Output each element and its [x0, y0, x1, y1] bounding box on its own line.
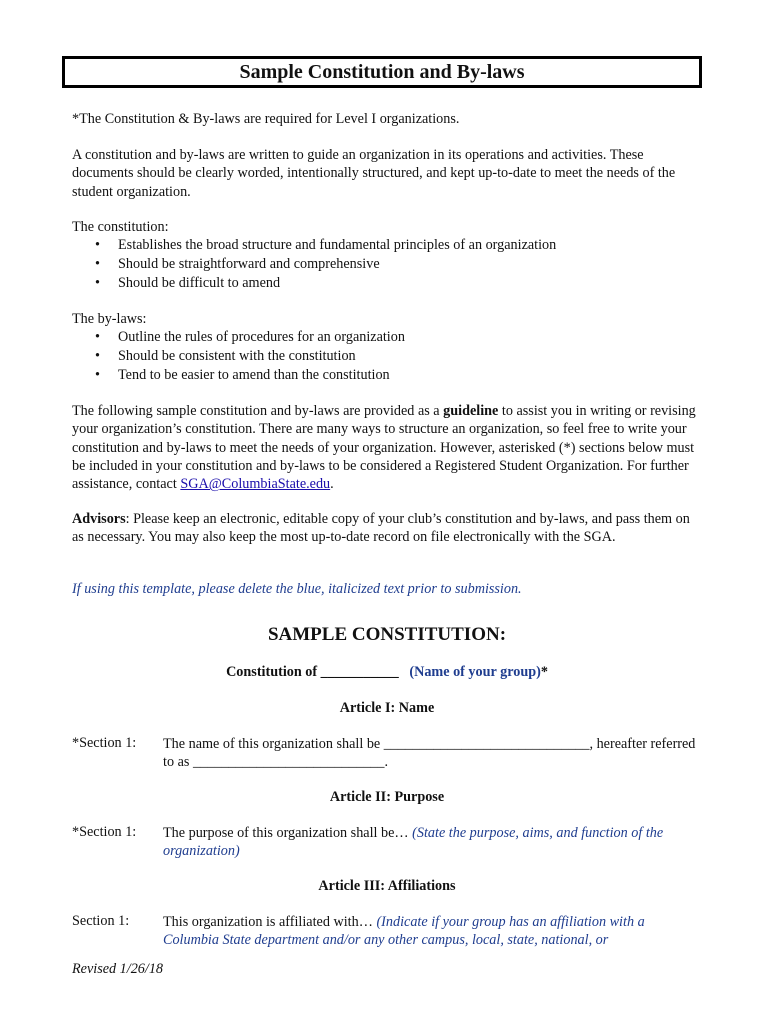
guideline-text-post: to assist you in writing or revising your organization’s constitution. There are many ways to structure an organization, so feel free to write your constitution and by-laws to meet the needs of your organization. However, asterisked (*) sections below must be included in your constitution and by-laws to be considered a Registered Student Organization. For further assistance, contact: [72, 403, 696, 493]
group-name-placeholder: (Name of your group): [409, 664, 541, 680]
constitution-bullets: [72, 236, 702, 293]
bylaws-bullets: [72, 328, 702, 385]
sga-email-link[interactable]: SGA@ColumbiaState.edu: [180, 476, 331, 493]
article-3-section-body: [163, 913, 703, 950]
document-title: Sample Constitution and By-laws: [62, 56, 702, 88]
bylaws-section: [72, 310, 702, 385]
required-asterisk: *: [540, 664, 548, 680]
article-3-section-label: Section 1:: [72, 913, 130, 929]
guideline-paragraph: [72, 402, 702, 493]
list-item: • Should be consistent with the constitution: [72, 347, 702, 366]
list-item: • Should be straightforward and comprehensive: [72, 255, 702, 274]
template-note: If using this template, please delete the blue, italicized text prior to submission.: [72, 581, 522, 597]
article-1-title: Article I: Name: [339, 700, 435, 716]
list-item: • Should be difficult to amend: [72, 274, 702, 293]
advisors-paragraph: [72, 510, 702, 547]
advisors-text: : Please keep an electronic, editable copy of your club’s constitution and by-laws, and pass them on as necessary. You may also keep the most up-to-date record on file electronically with the SGA.: [72, 511, 690, 546]
guideline-text-pre: The following sample constitution and by-laws are provided as a: [72, 403, 444, 419]
constitution-section: [72, 218, 702, 293]
sample-constitution-heading: SAMPLE CONSTITUTION:: [267, 624, 507, 645]
advisors-label: Advisors: [72, 511, 126, 527]
article-2-section-hint: (State the purpose, aims, and function of the organization): [163, 825, 664, 860]
list-item: • Tend to be easier to amend than the constitution: [72, 366, 702, 385]
list-item: • Establishes the broad structure and fundamental principles of an organization: [72, 236, 702, 255]
article-1-section-label: *Section 1:: [72, 735, 137, 751]
revision-footer: Revised 1/26/18: [72, 961, 164, 977]
article-2-title: Article II: Purpose: [329, 789, 445, 805]
article-3-section-hint: (Indicate if your group has an affiliation with a Columbia State department and/or any other campus, local, state, national, or: [163, 914, 645, 949]
intro-note: *The Constitution & By-laws are required for Level I organizations.: [72, 111, 460, 127]
guideline-text-end: .: [330, 476, 334, 493]
constitution-of-line: [72, 664, 702, 681]
article-1-section-text: The name of this organization shall be _____________________________, hereafter referred to as ___________________________.: [163, 736, 696, 771]
article-2-section-body: [163, 824, 703, 861]
article-3-title: Article III: Affiliations: [318, 878, 456, 894]
intro-paragraph: A constitution and by-laws are written to guide an organization in its operations and activities. These documents should be clearly worded, intentionally structured, and kept up-to-date to meet the needs of the student organization.: [72, 147, 676, 200]
guideline-bold: guideline: [443, 403, 499, 419]
article-2-section-text: The purpose of this organization shall be…: [163, 825, 413, 841]
list-item: • Outline the rules of procedures for an organization: [72, 328, 702, 347]
article-3-section-text: This organization is affiliated with…: [163, 914, 377, 930]
bylaws-heading: The by-laws:: [72, 311, 147, 327]
constitution-heading: The constitution:: [72, 219, 169, 235]
article-2-section-label: *Section 1:: [72, 824, 137, 840]
constitution-of-label: Constitution of ___________: [226, 664, 399, 680]
